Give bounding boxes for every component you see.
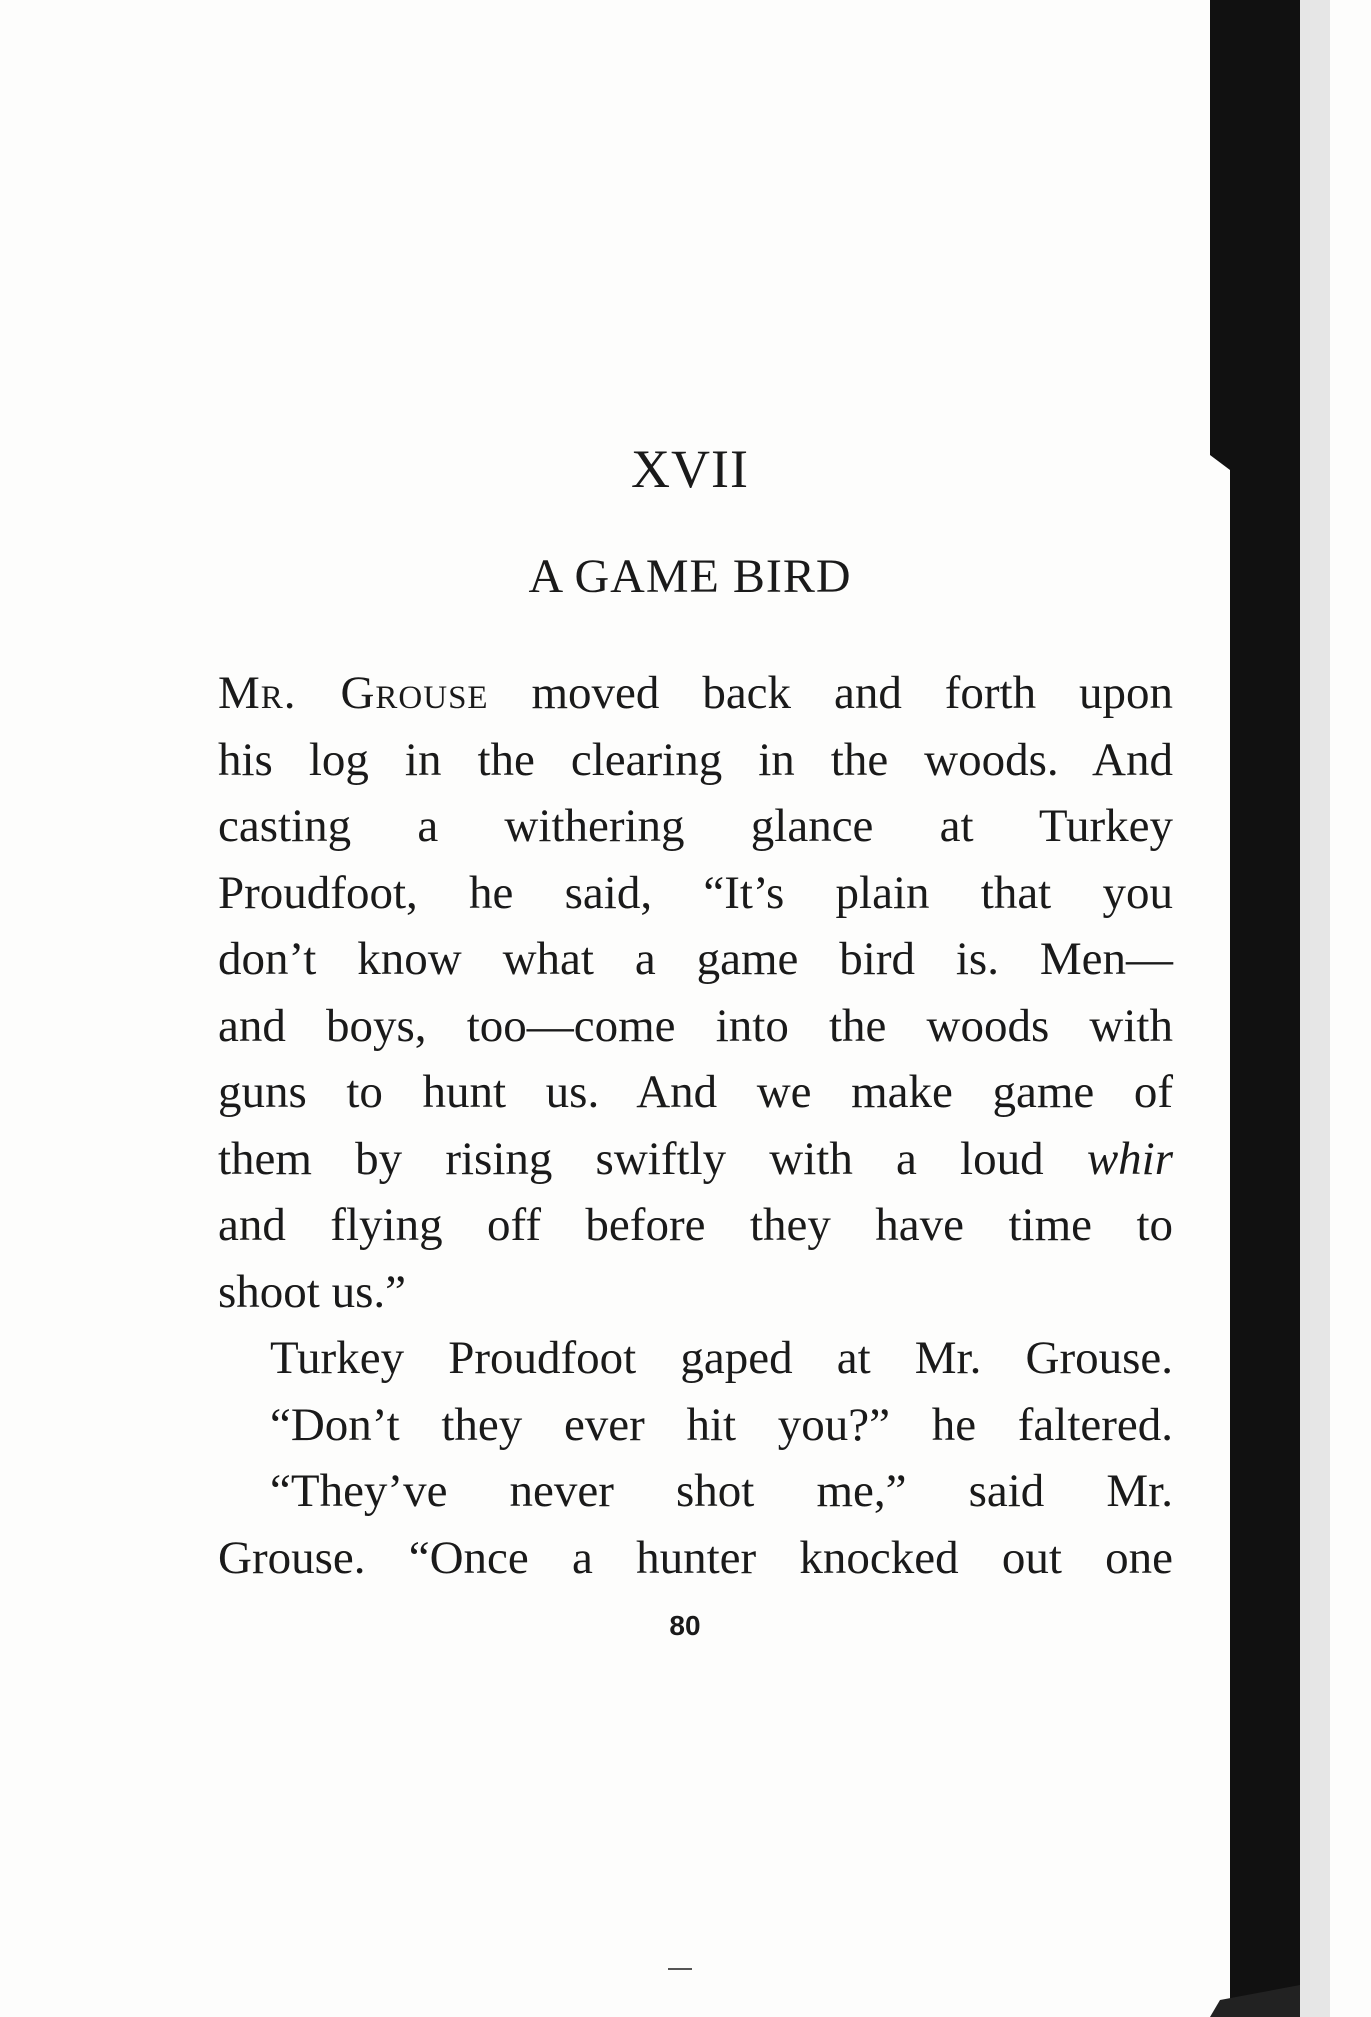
chapter-number: XVII	[631, 439, 749, 499]
chapter-title: A GAME BIRD	[528, 550, 852, 603]
italic-word: whir	[1086, 1132, 1174, 1185]
text-line: and boys, too—come into the woods with	[218, 999, 1173, 1052]
text-line: Grouse. “Once a hunter knocked out one	[218, 1531, 1173, 1584]
text-line: and flying off before they have time to	[218, 1199, 1173, 1251]
page-number: 80	[669, 1610, 701, 1641]
text-line: shoot us.”	[218, 1265, 406, 1318]
text-fragment: moved back and forth upon	[531, 667, 1173, 719]
text-line: “Don’t they ever hit you?” he faltered.	[270, 1398, 1173, 1451]
speaker-name-smallcaps: Mr. Grouse	[218, 667, 489, 719]
text-line: guns to hunt us. And we make game of	[218, 1066, 1173, 1118]
text-line: don’t know what a game bird is. Men—	[218, 933, 1173, 985]
text-line: Proudfoot, he said, “It’s plain that you	[218, 866, 1173, 919]
scan-mark	[668, 1968, 692, 1970]
text-line: “They’ve never shot me,” said Mr.	[270, 1465, 1173, 1517]
body-text	[218, 660, 1173, 1591]
text-line	[218, 660, 1173, 727]
binding-edge-shadow	[1210, 0, 1330, 2017]
text-line	[218, 1126, 1173, 1193]
text-line: his log in the clearing in the woods. And	[218, 733, 1173, 786]
text-fragment: them by rising swiftly with a loud	[218, 1132, 1044, 1185]
text-line: casting a withering glance at Turkey	[218, 800, 1173, 852]
text-line: Turkey Proudfoot gaped at Mr. Grouse.	[270, 1332, 1173, 1384]
